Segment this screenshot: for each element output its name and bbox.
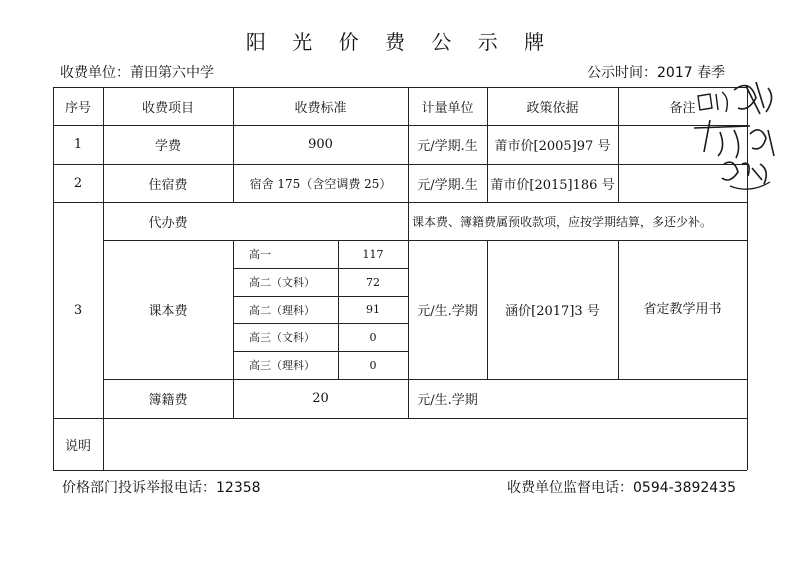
page-title: 阳 光 价 费 公 示 牌 — [245, 30, 555, 54]
row3-no: 3 — [73, 302, 83, 318]
header-note: 备注 — [669, 100, 696, 116]
supervision-hotline: 收费单位监督电话：0594-3892435 — [507, 480, 737, 496]
textbook-grade: 高三（理科） — [249, 359, 315, 372]
row2-item: 住宿费 — [148, 177, 188, 193]
row1-item: 学费 — [154, 139, 181, 154]
agency-fee-label: 代办费 — [148, 215, 188, 231]
textbook-value: 117 — [362, 247, 384, 261]
textbook-note: 省定教学用书 — [643, 302, 722, 317]
publish-time: 公示时间：2017 春季 — [587, 65, 726, 81]
textbook-grade: 高一 — [249, 248, 271, 261]
complaint-hotline: 价格部门投诉举报电话：12358 — [62, 480, 261, 496]
header-no: 序号 — [64, 100, 91, 116]
register-fee-value: 20 — [312, 391, 329, 406]
register-fee-unit: 元/生.学期 — [417, 393, 478, 408]
textbook-fee-label: 课本费 — [148, 304, 188, 319]
header-unit: 计量单位 — [421, 100, 474, 116]
register-fee-label: 簿籍费 — [148, 393, 188, 408]
header-standard: 收费标准 — [294, 100, 347, 116]
textbook-value: 0 — [369, 358, 377, 372]
textbook-value: 72 — [366, 275, 380, 289]
row2-unit: 元/学期.生 — [417, 177, 478, 193]
row1-standard: 900 — [308, 137, 333, 152]
textbook-value: 0 — [369, 330, 377, 344]
textbook-unit: 元/生.学期 — [417, 304, 478, 319]
row1-no: 1 — [73, 137, 83, 152]
header-item: 收费项目 — [141, 100, 194, 116]
row1-basis: 莆市价[2005]97 号 — [494, 139, 611, 154]
header-basis: 政策依据 — [526, 100, 579, 116]
remark-label: 说明 — [64, 438, 91, 454]
textbook-grade: 高二（文科） — [249, 276, 315, 289]
charging-unit: 收费单位：莆田第六中学 — [60, 65, 214, 81]
textbook-value: 91 — [366, 303, 380, 316]
textbook-basis: 涵价[2017]3 号 — [505, 304, 600, 319]
row2-no: 2 — [73, 175, 83, 191]
row2-basis: 莆市价[2015]186 号 — [490, 177, 615, 193]
row1-unit: 元/学期.生 — [417, 139, 478, 154]
agency-fee-note: 课本费、簿籍费属预收款项，应按学期结算，多还少补。 — [412, 214, 713, 229]
textbook-grade: 高二（理科） — [249, 303, 315, 317]
textbook-grade: 高三（文科） — [249, 331, 315, 344]
row2-standard: 宿舍 175（含空调费 25） — [249, 176, 392, 191]
